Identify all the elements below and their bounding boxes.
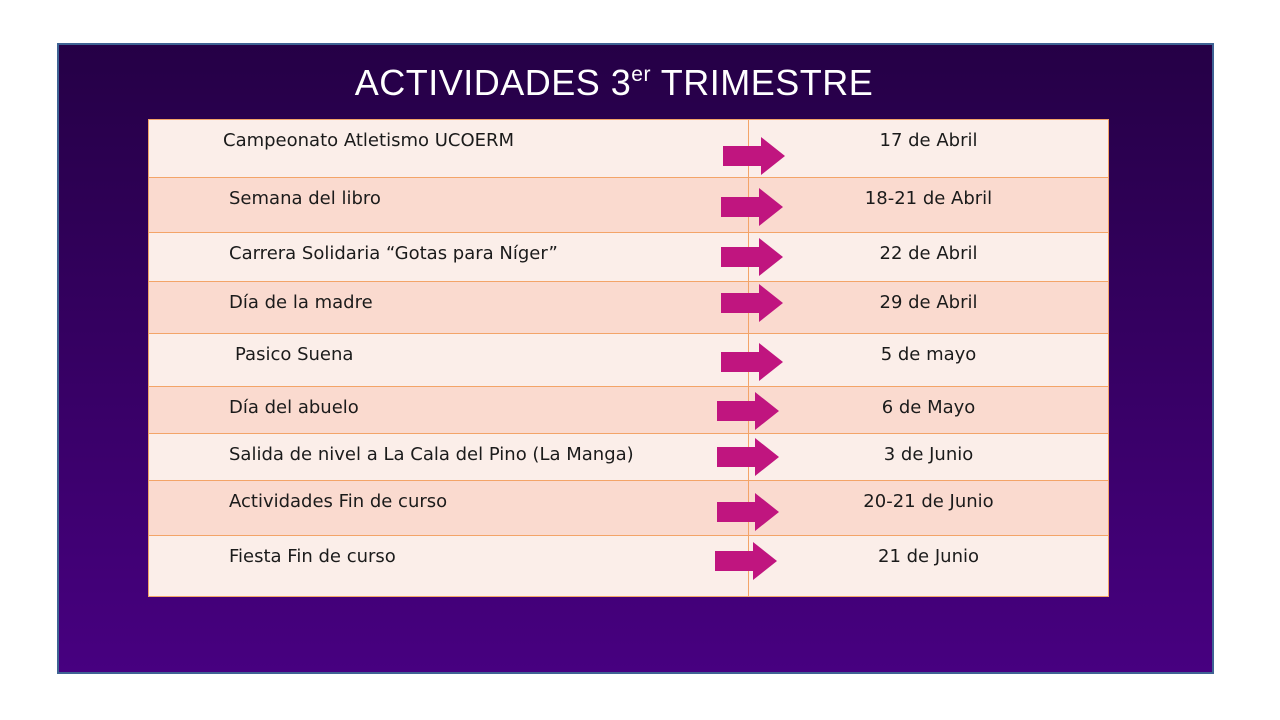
slide-title: [59, 62, 1169, 104]
activity-cell: Pasico Suena: [149, 334, 749, 386]
right-arrow-icon: [721, 284, 783, 322]
date-cell: 21 de Junio: [878, 546, 979, 567]
table-row: [149, 387, 1108, 434]
right-arrow-icon: [723, 137, 785, 175]
date-cell: 6 de Mayo: [881, 397, 976, 418]
activity-cell: Semana del libro: [149, 178, 749, 232]
slide: [57, 43, 1214, 674]
right-arrow-icon: [721, 238, 783, 276]
right-arrow-icon: [715, 542, 777, 580]
activity-cell: Salida de nivel a La Cala del Pino (La Manga): [149, 434, 749, 480]
activity-cell: Día del abuelo: [149, 387, 749, 433]
date-cell: 3 de Junio: [883, 444, 974, 465]
date-cell: 5 de mayo: [880, 344, 977, 365]
table-row: [149, 536, 1108, 596]
title-main: ACTIVIDADES 3: [354, 62, 632, 103]
right-arrow-icon: [717, 493, 779, 531]
table-row: [149, 334, 1108, 387]
title-rest: TRIMESTRE: [650, 62, 874, 103]
table-row: [149, 434, 1108, 481]
right-arrow-icon: [721, 343, 783, 381]
activity-cell: Actividades Fin de curso: [149, 481, 749, 535]
date-cell: 17 de Abril: [879, 130, 978, 151]
activity-cell: Fiesta Fin de curso: [149, 536, 749, 596]
right-arrow-icon: [717, 392, 779, 430]
table-row: [149, 178, 1108, 233]
title-superscript: er: [631, 63, 651, 86]
activity-cell: Día de la madre: [149, 282, 749, 333]
table-row: [149, 233, 1108, 282]
table-row: [149, 282, 1108, 334]
date-cell: 18-21 de Abril: [864, 188, 993, 209]
activities-table: [148, 119, 1109, 597]
table-row: [149, 120, 1108, 178]
right-arrow-icon: [717, 438, 779, 476]
activity-cell: Carrera Solidaria “Gotas para Níger”: [149, 233, 749, 281]
date-cell: 20-21 de Junio: [863, 491, 994, 512]
date-cell: 22 de Abril: [879, 243, 978, 264]
table-row: [149, 481, 1108, 536]
date-cell: 29 de Abril: [879, 292, 978, 313]
right-arrow-icon: [721, 188, 783, 226]
activity-cell: Campeonato Atletismo UCOERM: [149, 120, 749, 177]
